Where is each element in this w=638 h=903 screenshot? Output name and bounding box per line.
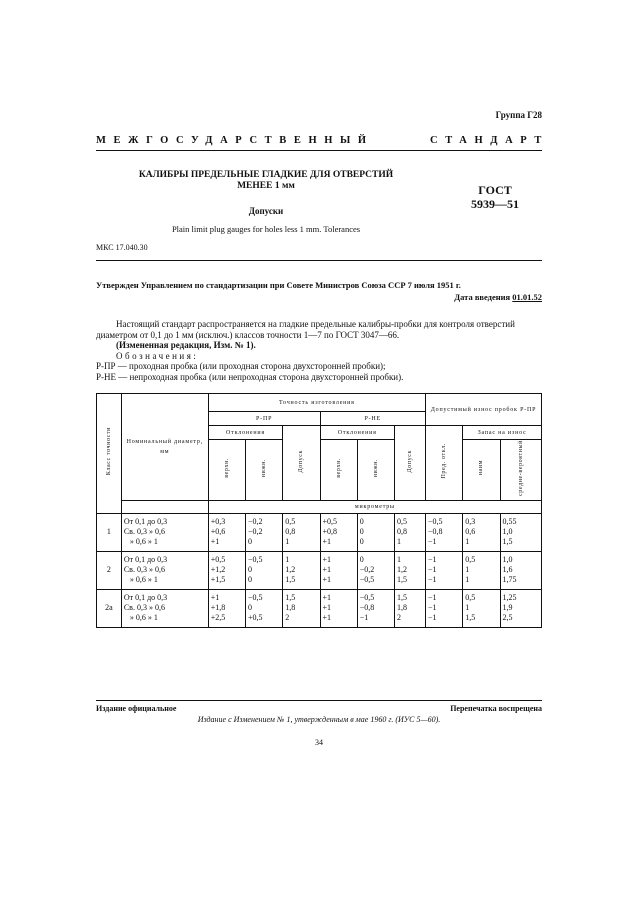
cell-value: 1 (285, 554, 290, 564)
cell-value: Св. 0,3 » 0,6 (123, 564, 165, 574)
cell-value: 0,6 (465, 526, 476, 536)
cell-value: +2,5 (210, 612, 226, 622)
english-title: Plain limit plug gauges for holes less 1 mm. Tolerances (171, 224, 361, 234)
value-cell (463, 513, 500, 551)
cell-value: +1 (210, 536, 220, 546)
edition-official: Издание официальное (96, 704, 177, 713)
value-cell (500, 513, 541, 551)
cell-value: +0,3 (210, 516, 226, 526)
rpr-header: Р-ПР (208, 412, 320, 426)
rne-lower-header: нижн. (357, 440, 394, 501)
cell-value: −1 (428, 554, 437, 564)
edition-note: (Измененная редакция, Изм. № 1). (116, 340, 256, 350)
cell-value: 1,9 (502, 602, 513, 612)
cell-value: −0,2 (359, 564, 375, 574)
cell-value: 1,75 (502, 574, 517, 584)
cell-value: 1 (465, 602, 470, 612)
cell-value: −1 (428, 612, 437, 622)
group-code: Группа Г28 (495, 110, 542, 120)
cell-value: −0,2 (248, 526, 263, 536)
cell-value: От 0,1 до 0,3 (123, 592, 168, 602)
value-cell (500, 551, 541, 589)
class-header: Класс точности (97, 394, 122, 514)
cell-value: 0 (359, 526, 364, 536)
notation-label: Обозначения: (116, 350, 199, 361)
cell-value: 2 (397, 612, 401, 622)
cell-value: +1,5 (210, 574, 226, 584)
wear-min-header: наим (463, 440, 500, 501)
cell-value: 1 (285, 536, 290, 546)
value-cell (463, 589, 500, 627)
cell-value: +1,8 (210, 602, 226, 612)
value-cell (246, 551, 283, 589)
cell-value: +0,5 (210, 554, 226, 564)
body-text (96, 319, 543, 382)
effective-date (454, 292, 542, 302)
cell-value: 1 (397, 536, 401, 546)
value-cell (357, 513, 394, 551)
value-cell (426, 513, 463, 551)
cell-value: +0,8 (322, 526, 338, 536)
cell-value: 0 (359, 554, 364, 564)
scope-paragraph: Настоящий стандарт распространяется на гладкие предельные калибры-пробки для контроля отверстий диаметром от 0,1 до 1 мм (исключ.) классов точности 1—7 по ГОСТ 3047—66. (96, 319, 515, 340)
value-cell (320, 589, 357, 627)
rpr-deviations-header: Отклонения (208, 426, 283, 440)
cell-value: −0,2 (248, 516, 263, 526)
value-cell (283, 513, 320, 551)
value-cell (246, 589, 283, 627)
rpr-lower-header: нижн. (246, 440, 283, 501)
cell-value: 1,6 (502, 564, 513, 574)
date-label: Дата введения (454, 292, 511, 302)
title-rule (96, 260, 542, 261)
gost-block (450, 183, 540, 211)
table-body (97, 513, 542, 627)
value-cell (320, 551, 357, 589)
cell-value: +0,6 (210, 526, 226, 536)
cell-value: 0,3 (465, 516, 476, 526)
cell-value: » 0,6 » 1 (129, 536, 158, 546)
cell-value: 1 (397, 554, 401, 564)
cell-value: 2 (285, 612, 290, 622)
cell-value: −1 (428, 574, 437, 584)
cell-value: +1 (210, 592, 220, 602)
cell-value: 0,55 (502, 516, 517, 526)
cell-value: +0,5 (248, 612, 263, 622)
wear-limit-header: Пред. откл. (426, 426, 463, 501)
value-cell (395, 513, 426, 551)
cell-value: +1 (322, 564, 332, 574)
value-cell (208, 513, 245, 551)
cell-value: +1 (322, 592, 332, 602)
table-row (97, 513, 542, 551)
cell-value: 1,8 (285, 602, 296, 612)
diameter-cell (121, 551, 208, 589)
cell-value: От 0,1 до 0,3 (123, 516, 168, 526)
gost-number: 5939—51 (471, 197, 519, 211)
cell-value: 1,0 (502, 526, 513, 536)
cell-value: 0,5 (397, 516, 407, 526)
rne-tolerance-header: Допуск (395, 426, 426, 501)
reprint-prohibited: Перепечатка воспрещена (450, 704, 542, 713)
cell-value: 1,2 (285, 564, 296, 574)
cell-value: » 0,6 » 1 (129, 612, 158, 622)
rpr-tolerance-header: Допуск (283, 426, 320, 501)
value-cell (283, 551, 320, 589)
cell-value: 0 (359, 536, 364, 546)
value-cell (208, 551, 245, 589)
cell-value: Св. 0,3 » 0,6 (123, 602, 165, 612)
units-header: микрометры (208, 500, 541, 513)
cell-value: 0,5 (285, 516, 296, 526)
cell-value: 1,5 (397, 574, 407, 584)
document-subtitle: Допуски (248, 206, 284, 216)
cell-value: −1 (428, 592, 437, 602)
notation-rpr: Р-ПР — проходная пробка (или проходная сторона двухсторонней пробки); (96, 361, 386, 371)
approval-text: Утвержден Управлением по стандартизации при Совете Министров Союза ССР 7 июля 1951 г. (96, 280, 461, 290)
date-value: 01.01.52 (512, 292, 542, 302)
cell-value: −1 (428, 602, 437, 612)
cell-value: −0,5 (359, 592, 375, 602)
cell-value: 1,5 (502, 536, 513, 546)
wear-header: Допустимый износ пробок Р-ПР (426, 394, 542, 426)
cell-value: 1,5 (397, 592, 407, 602)
cell-value: 0,5 (465, 554, 476, 564)
rne-deviations-header: Отклонения (320, 426, 395, 440)
gost-label: ГОСТ (478, 183, 512, 197)
cell-value: 1,5 (285, 592, 296, 602)
cell-value: 0 (248, 602, 252, 612)
cell-value: +1 (322, 602, 332, 612)
cell-value: 0 (248, 536, 252, 546)
rne-upper-header: верхн. (320, 440, 357, 501)
notation-rne: Р-НЕ — непроходная пробка (или непроходная сторона двухсторонней пробки). (96, 371, 404, 382)
title-line-1: КАЛИБРЫ ПРЕДЕЛЬНЫЕ ГЛАДКИЕ ДЛЯ ОТВЕРСТИЙ (138, 170, 394, 180)
cell-value: 1 (465, 564, 470, 574)
cell-value: 1,2 (397, 564, 407, 574)
value-cell (246, 513, 283, 551)
footer-rule (96, 700, 542, 701)
wear-mean-header: средне-вероятный (500, 440, 541, 501)
accuracy-class-cell: 1 (97, 513, 122, 551)
cell-value: +1,2 (210, 564, 226, 574)
accuracy-class-cell: 2а (97, 589, 122, 627)
table-row (97, 589, 542, 627)
cell-value: 1,5 (285, 574, 296, 584)
cell-value: +1 (322, 536, 332, 546)
value-cell (357, 589, 394, 627)
diameter-header: Номинальный диаметр, мм (121, 394, 208, 501)
cell-value: +1 (322, 574, 332, 584)
document-title (96, 170, 436, 192)
cell-value: 0 (359, 516, 364, 526)
value-cell (395, 589, 426, 627)
cell-value: 1,25 (502, 592, 517, 602)
cell-value: −0,8 (428, 526, 443, 536)
accuracy-header: Точность изготовления (208, 394, 425, 412)
cell-value: −1 (359, 612, 369, 622)
cell-value: 1,0 (502, 554, 513, 564)
cell-value: 1,5 (465, 612, 476, 622)
standard-banner (96, 135, 549, 146)
banner-right: СТАНДАРТ (430, 135, 549, 146)
cell-value: −1 (428, 564, 437, 574)
table-row (97, 551, 542, 589)
cell-value: От 0,1 до 0,3 (123, 554, 168, 564)
accuracy-class-cell: 2 (97, 551, 122, 589)
diameter-cell (121, 589, 208, 627)
cell-value: +1 (322, 554, 332, 564)
mks-code: МКС 17.040.30 (96, 243, 148, 252)
cell-value: −0,5 (248, 554, 263, 564)
cell-value: +0,5 (322, 516, 338, 526)
cell-value: −1 (428, 536, 437, 546)
cell-value: 2,5 (502, 612, 513, 622)
cell-value: 0 (248, 574, 252, 584)
cell-value: 0,8 (397, 526, 407, 536)
value-cell (426, 589, 463, 627)
title-line-2: МЕНЕЕ 1 мм (237, 181, 295, 191)
wear-margin-header: Запас на износ (463, 426, 542, 440)
cell-value: 1 (465, 536, 470, 546)
cell-value: −0,5 (359, 574, 375, 584)
tolerance-table (96, 393, 542, 628)
value-cell (283, 589, 320, 627)
cell-value: −0,5 (428, 516, 443, 526)
cell-value: 0,5 (465, 592, 476, 602)
units-spacer (121, 500, 208, 513)
value-cell (426, 551, 463, 589)
value-cell (463, 551, 500, 589)
amendment-note: Издание с Изменением № 1, утвержденным в мае 1960 г. (ИУС 5—60). (197, 715, 441, 724)
value-cell (320, 513, 357, 551)
value-cell (357, 551, 394, 589)
rne-header: Р-НЕ (320, 412, 426, 426)
diameter-cell (121, 513, 208, 551)
value-cell (500, 589, 541, 627)
cell-value: 1,8 (397, 602, 407, 612)
value-cell (208, 589, 245, 627)
value-cell (395, 551, 426, 589)
page-number: 34 (315, 738, 323, 747)
cell-value: 0 (248, 564, 252, 574)
rpr-upper-header: верхн. (208, 440, 245, 501)
cell-value: −0,8 (359, 602, 375, 612)
cell-value: 0,8 (285, 526, 296, 536)
cell-value: +1 (322, 612, 332, 622)
header-rule (96, 150, 542, 151)
cell-value: » 0,6 » 1 (129, 574, 158, 584)
cell-value: 1 (465, 574, 470, 584)
cell-value: Св. 0,3 » 0,6 (123, 526, 165, 536)
banner-left: МЕЖГОСУДАРСТВЕННЫЙ (96, 135, 374, 146)
cell-value: −0,5 (248, 592, 263, 602)
